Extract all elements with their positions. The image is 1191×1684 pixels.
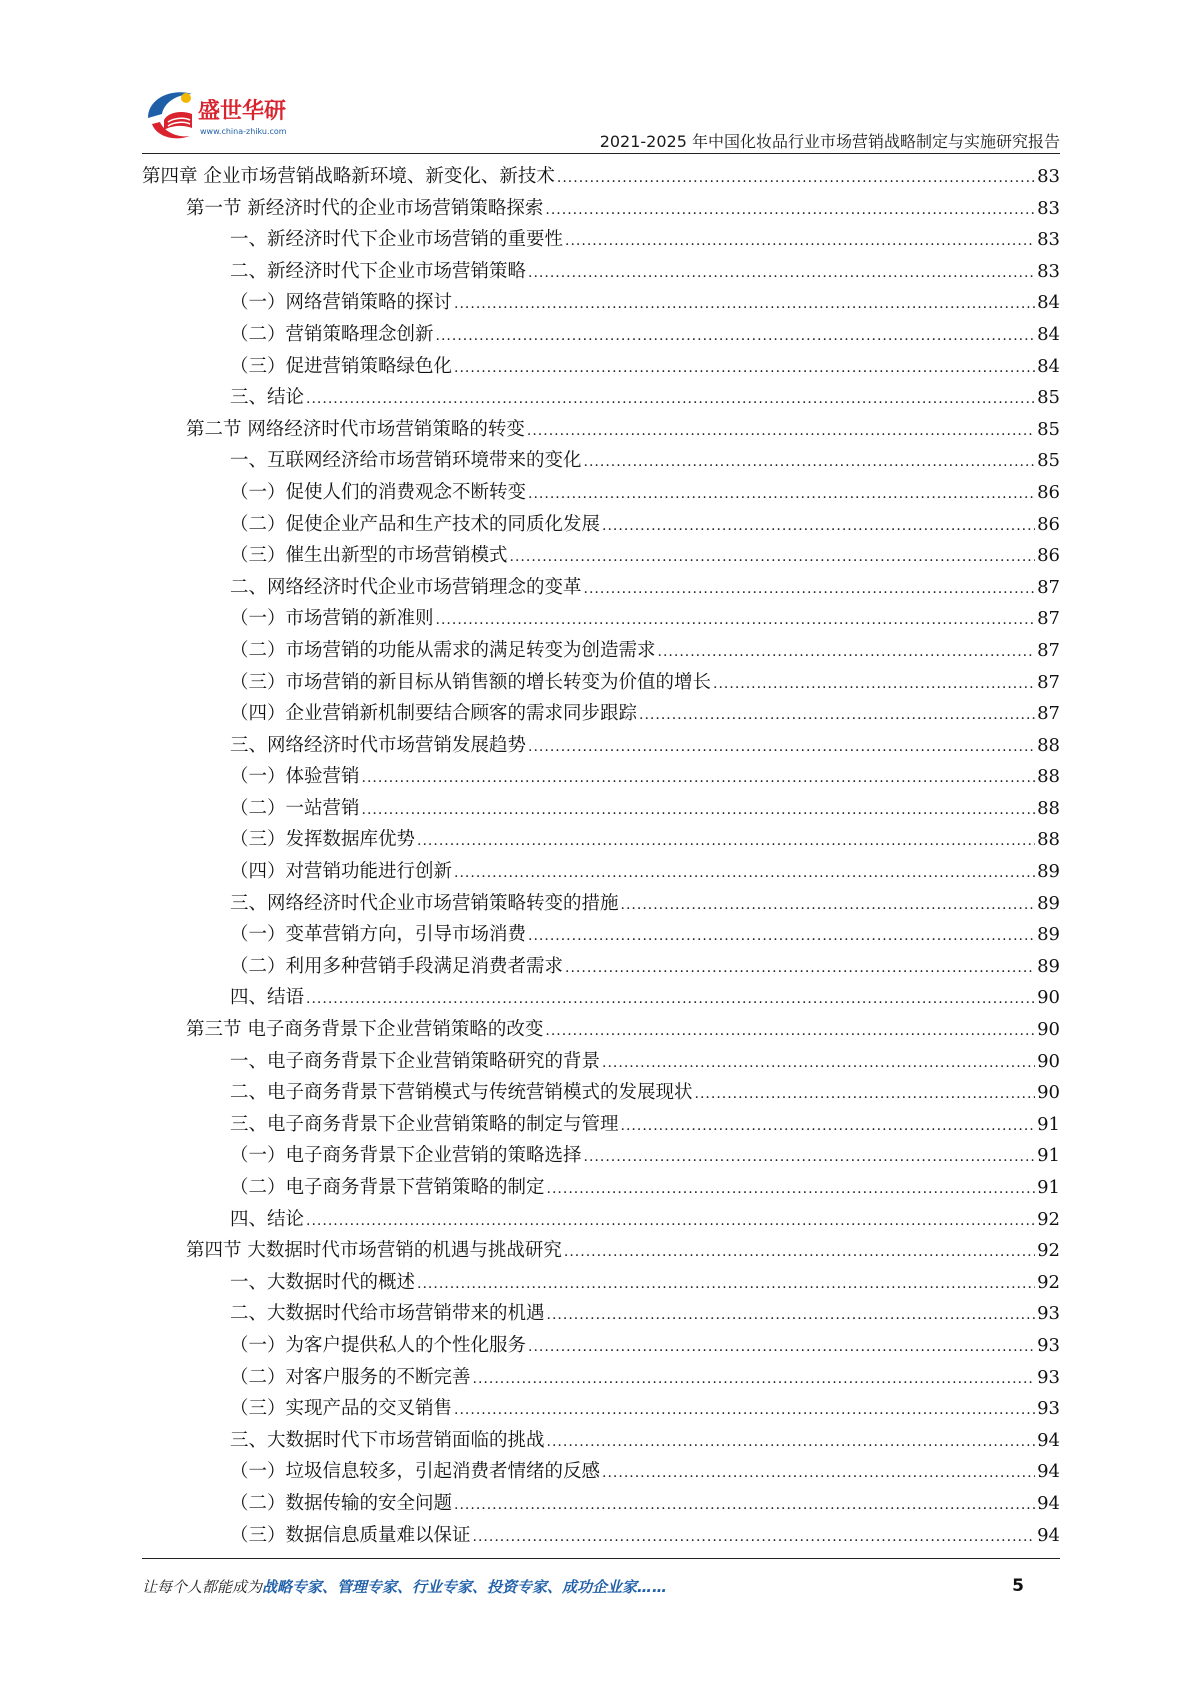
toc-entry-page: 83 — [1037, 229, 1060, 251]
toc-dot-leader — [584, 1142, 1036, 1174]
logo-text: 盛世华研 — [198, 99, 287, 124]
toc-entry-page: 87 — [1037, 671, 1060, 693]
toc-entry[interactable] — [142, 1109, 1060, 1141]
toc-entry[interactable] — [142, 1172, 1060, 1204]
toc-entry[interactable] — [142, 477, 1060, 509]
toc-dot-leader — [602, 511, 1035, 543]
toc-entry-label: （一）体验营销 — [230, 766, 360, 788]
toc-dot-leader — [454, 1395, 1035, 1427]
toc-entry-page: 84 — [1037, 355, 1060, 377]
toc-entry[interactable] — [142, 287, 1060, 319]
toc-dot-leader — [306, 984, 1035, 1016]
toc-entry-page: 93 — [1037, 1366, 1060, 1388]
toc-entry-label: 四、结语 — [230, 987, 305, 1009]
toc-dot-leader — [436, 605, 1036, 637]
toc-entry[interactable] — [142, 919, 1060, 951]
logo-url: www.china-zhiku.com — [200, 127, 287, 136]
toc-entry-page: 94 — [1037, 1461, 1060, 1483]
toc-entry[interactable] — [142, 1204, 1060, 1236]
toc-entry-page: 88 — [1037, 829, 1060, 851]
toc-entry-label: （二）利用多种营销手段满足消费者需求 — [230, 955, 564, 977]
page-footer — [142, 1576, 1060, 1597]
toc-entry-label: 第四节 大数据时代市场营销的机遇与挑战研究 — [186, 1240, 562, 1262]
toc-entry[interactable] — [142, 635, 1060, 667]
toc-entry[interactable] — [142, 824, 1060, 856]
toc-entry-label: （二）促使企业产品和生产技术的同质化发展 — [230, 513, 601, 535]
toc-entry-label: 二、新经济时代下企业市场营销策略 — [230, 260, 527, 282]
toc-dot-leader — [473, 1364, 1036, 1396]
toc-entry[interactable] — [142, 1425, 1060, 1457]
toc-entry-label: 第三节 电子商务背景下企业营销策略的改变 — [186, 1019, 544, 1041]
toc-entry[interactable] — [142, 1267, 1060, 1299]
toc-dot-leader — [417, 826, 1035, 858]
toc-entry-label: 二、电子商务背景下营销模式与传统营销模式的发展现状 — [230, 1082, 693, 1104]
toc-entry-page: 90 — [1037, 1082, 1060, 1104]
toc-entry[interactable] — [142, 1362, 1060, 1394]
toc-entry[interactable] — [142, 445, 1060, 477]
toc-entry-label: （二）市场营销的功能从需求的满足转变为创造需求 — [230, 639, 656, 661]
toc-entry-page: 89 — [1037, 892, 1060, 914]
toc-dot-leader — [584, 447, 1036, 479]
toc-dot-leader — [528, 732, 1035, 764]
report-title: 2021-2025 年中国化妆品行业市场营销战略制定与实施研究报告 — [599, 132, 1060, 151]
toc-dot-leader — [528, 921, 1035, 953]
toc-entry-label: （一）网络营销策略的探讨 — [230, 292, 453, 314]
toc-entry-page: 91 — [1037, 1113, 1060, 1135]
toc-entry-page: 92 — [1037, 1271, 1060, 1293]
toc-entry-page: 87 — [1037, 703, 1060, 725]
toc-entry-page: 94 — [1037, 1492, 1060, 1514]
table-of-contents — [142, 161, 1060, 1551]
toc-entry-page: 87 — [1037, 576, 1060, 598]
toc-entry-page: 88 — [1037, 734, 1060, 756]
company-logo — [142, 84, 332, 146]
toc-dot-leader — [454, 289, 1035, 321]
toc-entry-page: 87 — [1037, 608, 1060, 630]
toc-entry-page: 85 — [1037, 418, 1060, 440]
toc-dot-leader — [528, 258, 1035, 290]
toc-dot-leader — [545, 1016, 1035, 1048]
toc-entry[interactable] — [142, 951, 1060, 983]
toc-entry-label: （三）数据信息质量难以保证 — [230, 1524, 471, 1546]
toc-entry-page: 86 — [1037, 545, 1060, 567]
toc-entry-page: 84 — [1037, 292, 1060, 314]
toc-entry-label: 二、网络经济时代企业市场营销理念的变革 — [230, 576, 582, 598]
toc-entry-page: 94 — [1037, 1429, 1060, 1451]
footer-slogan-prefix: 让每个人都能成为 — [142, 1578, 263, 1596]
toc-dot-leader — [602, 1048, 1035, 1080]
toc-entry-page: 88 — [1037, 797, 1060, 819]
toc-entry[interactable] — [142, 1077, 1060, 1109]
toc-dot-leader — [695, 1079, 1036, 1111]
toc-entry-label: 四、结论 — [230, 1208, 305, 1230]
toc-dot-leader — [362, 795, 1036, 827]
toc-entry-page: 90 — [1037, 987, 1060, 1009]
toc-entry-page: 93 — [1037, 1334, 1060, 1356]
toc-entry-label: 第二节 网络经济时代市场营销策略的转变 — [186, 418, 525, 440]
toc-dot-leader — [639, 700, 1035, 732]
page-number: 5 — [1012, 1576, 1024, 1596]
toc-entry[interactable] — [142, 982, 1060, 1014]
toc-entry-label: 三、大数据时代下市场营销面临的挑战 — [230, 1429, 545, 1451]
toc-entry-page: 83 — [1037, 166, 1060, 187]
toc-entry-label: （三）催生出新型的市场营销模式 — [230, 545, 508, 567]
toc-entry-label: （二）一站营销 — [230, 797, 360, 819]
page-header — [142, 84, 1060, 164]
toc-entry-label: （四）企业营销新机制要结合顾客的需求同步跟踪 — [230, 703, 638, 725]
toc-entry-label: （二）营销策略理念创新 — [230, 323, 434, 345]
footer-divider — [142, 1558, 1060, 1559]
toc-dot-leader — [528, 479, 1035, 511]
toc-entry[interactable] — [142, 351, 1060, 383]
toc-entry[interactable] — [142, 1488, 1060, 1520]
toc-dot-leader — [621, 1111, 1036, 1143]
toc-entry-label: （一）垃圾信息较多，引起消费者情绪的反感 — [230, 1461, 601, 1483]
toc-entry-page: 89 — [1037, 924, 1060, 946]
toc-entry[interactable] — [142, 161, 1060, 193]
toc-entry[interactable] — [142, 1456, 1060, 1488]
toc-entry-page: 94 — [1037, 1524, 1060, 1546]
toc-entry[interactable] — [142, 1330, 1060, 1362]
toc-entry[interactable] — [142, 1140, 1060, 1172]
toc-entry-label: 一、新经济时代下企业市场营销的重要性 — [230, 229, 564, 251]
toc-dot-leader — [306, 384, 1035, 416]
toc-entry-page: 83 — [1037, 197, 1060, 219]
toc-entry[interactable] — [142, 509, 1060, 541]
toc-dot-leader — [584, 574, 1036, 606]
toc-dot-leader — [454, 858, 1035, 890]
toc-entry[interactable] — [142, 730, 1060, 762]
toc-entry-page: 93 — [1037, 1303, 1060, 1325]
toc-entry-page: 93 — [1037, 1398, 1060, 1420]
toc-dot-leader — [528, 1332, 1035, 1364]
toc-dot-leader — [436, 321, 1036, 353]
toc-entry-page: 92 — [1037, 1208, 1060, 1230]
toc-entry-label: （一）电子商务背景下企业营销的策略选择 — [230, 1145, 582, 1167]
toc-entry[interactable] — [142, 761, 1060, 793]
toc-entry-label: （三）实现产品的交叉销售 — [230, 1398, 453, 1420]
footer-slogan-emphasis: 战略专家、管理专家、行业专家、投资专家、成功企业家…… — [262, 1578, 668, 1596]
toc-entry-page: 86 — [1037, 513, 1060, 535]
toc-dot-leader — [658, 637, 1036, 669]
toc-dot-leader — [602, 1458, 1035, 1490]
toc-entry-label: 三、网络经济时代市场营销发展趋势 — [230, 734, 527, 756]
toc-dot-leader — [621, 890, 1036, 922]
toc-entry-page: 85 — [1037, 450, 1060, 472]
toc-entry[interactable] — [142, 856, 1060, 888]
toc-entry-label: （二）数据传输的安全问题 — [230, 1492, 453, 1514]
toc-entry-label: （一）市场营销的新准则 — [230, 608, 434, 630]
toc-entry-page: 85 — [1037, 387, 1060, 409]
toc-entry-label: （一）为客户提供私人的个性化服务 — [230, 1334, 527, 1356]
toc-entry-page: 83 — [1037, 260, 1060, 282]
toc-entry-label: 一、互联网经济给市场营销环境带来的变化 — [230, 450, 582, 472]
toc-entry-page: 88 — [1037, 766, 1060, 788]
toc-entry-label: 第一节 新经济时代的企业市场营销策略探索 — [186, 197, 544, 219]
toc-entry-label: 第四章 企业市场营销战略新环境、新变化、新技术 — [142, 166, 555, 187]
toc-entry-label: 一、电子商务背景下企业营销策略研究的背景 — [230, 1050, 601, 1072]
toc-entry-label: 二、大数据时代给市场营销带来的机遇 — [230, 1303, 545, 1325]
toc-dot-leader — [545, 195, 1035, 227]
toc-dot-leader — [417, 1269, 1035, 1301]
toc-dot-leader — [362, 763, 1036, 795]
toc-dot-leader — [547, 1300, 1036, 1332]
toc-entry-label: （一）促使人们的消费观念不断转变 — [230, 481, 527, 503]
toc-entry-page: 90 — [1037, 1050, 1060, 1072]
toc-entry[interactable] — [142, 540, 1060, 572]
toc-dot-leader — [713, 669, 1035, 701]
toc-entry-page: 90 — [1037, 1019, 1060, 1041]
toc-dot-leader — [565, 953, 1035, 985]
toc-entry-page: 89 — [1037, 861, 1060, 883]
toc-entry[interactable] — [142, 572, 1060, 604]
toc-entry[interactable] — [142, 888, 1060, 920]
toc-dot-leader — [473, 1522, 1036, 1554]
toc-dot-leader — [306, 1206, 1035, 1238]
toc-entry-page: 89 — [1037, 955, 1060, 977]
toc-entry[interactable] — [142, 698, 1060, 730]
toc-entry-label: （三）发挥数据库优势 — [230, 829, 416, 851]
toc-dot-leader — [510, 542, 1036, 574]
toc-entry-page: 91 — [1037, 1177, 1060, 1198]
toc-entry-page: 86 — [1037, 481, 1060, 503]
toc-entry[interactable] — [142, 667, 1060, 699]
toc-dot-leader — [557, 163, 1035, 195]
toc-entry[interactable] — [142, 1046, 1060, 1078]
toc-dot-leader — [454, 1490, 1035, 1522]
toc-entry-label: （三）促进营销策略绿色化 — [230, 355, 453, 377]
toc-entry[interactable] — [142, 414, 1060, 446]
toc-dot-leader — [547, 1174, 1036, 1206]
toc-entry[interactable] — [142, 1520, 1060, 1552]
toc-entry-label: 一、大数据时代的概述 — [230, 1271, 416, 1293]
toc-entry-label: 三、结论 — [230, 387, 305, 409]
toc-entry-label: （二）对客户服务的不断完善 — [230, 1366, 471, 1388]
toc-entry-label: 三、电子商务背景下企业营销策略的制定与管理 — [230, 1113, 619, 1135]
toc-entry-page: 84 — [1037, 323, 1060, 345]
toc-dot-leader — [565, 226, 1035, 258]
toc-entry[interactable] — [142, 1298, 1060, 1330]
toc-entry-label: （四）对营销功能进行创新 — [230, 861, 453, 883]
toc-dot-leader — [527, 416, 1035, 448]
toc-entry[interactable] — [142, 224, 1060, 256]
toc-dot-leader — [564, 1237, 1035, 1269]
toc-entry-label: （三）市场营销的新目标从销售额的增长转变为价值的增长 — [230, 671, 712, 693]
toc-entry[interactable] — [142, 1014, 1060, 1046]
header-divider — [142, 153, 1060, 154]
toc-entry-page: 92 — [1037, 1240, 1060, 1262]
toc-entry[interactable] — [142, 256, 1060, 288]
toc-entry[interactable] — [142, 603, 1060, 635]
toc-entry[interactable] — [142, 319, 1060, 351]
toc-entry[interactable] — [142, 1235, 1060, 1267]
toc-entry-page: 91 — [1037, 1145, 1060, 1167]
toc-entry[interactable] — [142, 793, 1060, 825]
toc-entry[interactable] — [142, 382, 1060, 414]
toc-entry-label: （一）变革营销方向，引导市场消费 — [230, 924, 527, 946]
toc-entry-label: （二）电子商务背景下营销策略的制定 — [230, 1177, 545, 1198]
toc-dot-leader — [547, 1427, 1036, 1459]
toc-entry-page: 87 — [1037, 639, 1060, 661]
toc-dot-leader — [454, 353, 1035, 385]
toc-entry[interactable] — [142, 1393, 1060, 1425]
toc-entry[interactable] — [142, 193, 1060, 225]
toc-entry-label: 三、网络经济时代企业市场营销策略转变的措施 — [230, 892, 619, 914]
